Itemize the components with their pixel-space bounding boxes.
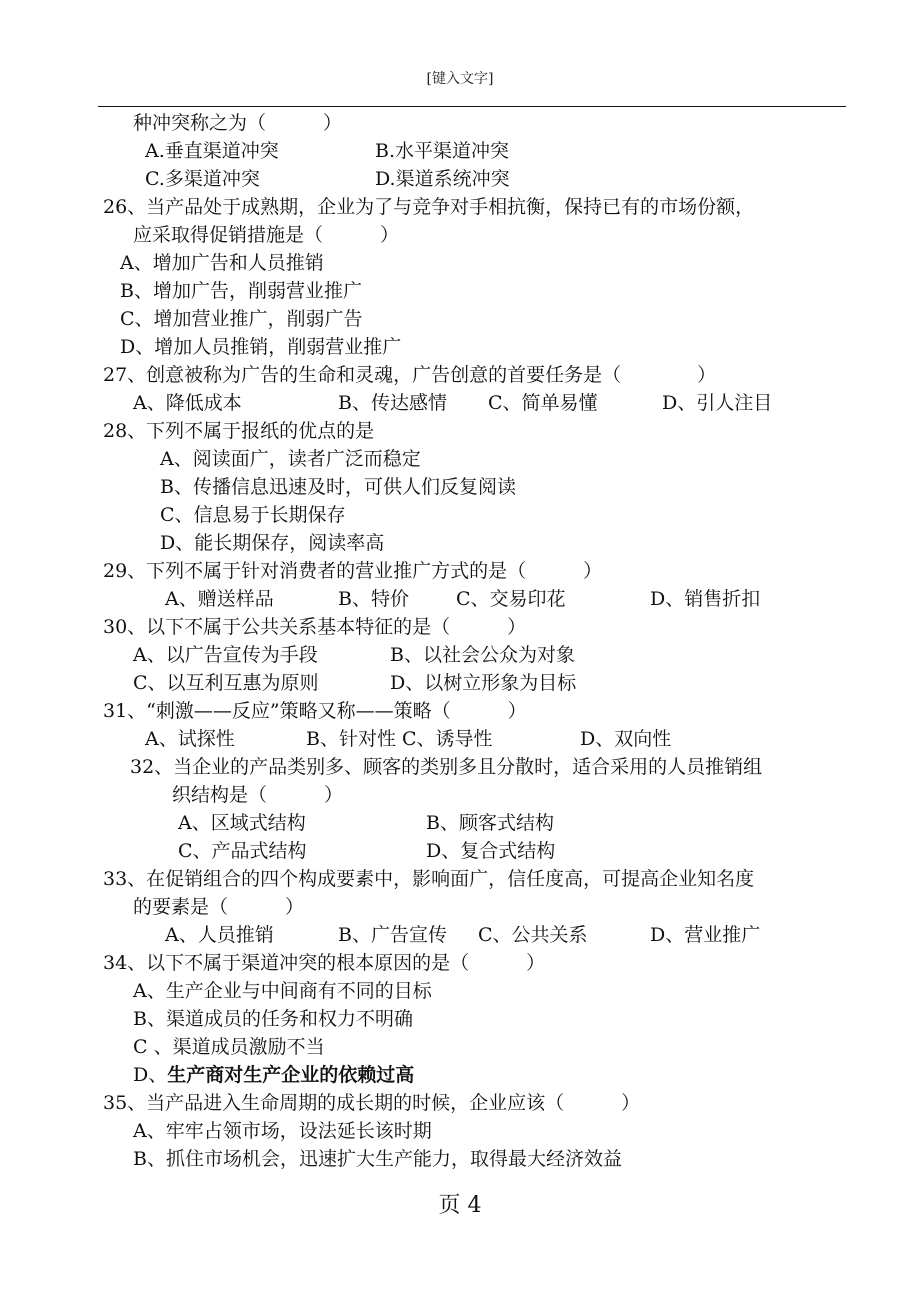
question-34: 34、以下不属于渠道冲突的根本原因的是（ ）: [103, 952, 546, 974]
question-29: 29、下列不属于针对消费者的营业推广方式的是（ ）: [103, 560, 603, 582]
option-c: C、信息易于长期保存: [160, 504, 346, 526]
option-a: A、牢牢占领市场，设法延长该时期: [133, 1120, 432, 1142]
option-d: D、双向性: [580, 728, 672, 750]
option-a: A、阅读面广，读者广泛而稳定: [160, 448, 421, 470]
option-a: A、试探性: [145, 728, 235, 750]
question-26-cont: 应采取得促销措施是（ ）: [133, 224, 400, 246]
option-a: A、区域式结构: [178, 812, 306, 834]
question-30: 30、以下不属于公共关系基本特征的是（ ）: [103, 616, 527, 638]
option-d: D、销售折扣: [650, 588, 761, 610]
question-31: 31、“刺激——反应”策略又称——策略（ ）: [103, 700, 527, 722]
option-b: B、增加广告，削弱营业推广: [120, 280, 362, 302]
option-d-bold-text: 生产商对生产企业的依赖过高: [167, 1064, 415, 1086]
option-b: B、顾客式结构: [426, 812, 554, 834]
option-d: D、引人注目: [662, 392, 773, 414]
page-header: [键入文字]: [426, 71, 494, 87]
question-35: 35、当产品进入生命周期的成长期的时候，企业应该（ ）: [103, 1092, 641, 1114]
option-c: C、公共关系: [478, 924, 588, 946]
option-b: B、传播信息迅速及时，可供人们反复阅读: [160, 476, 516, 498]
option-c: C 、渠道成员激励不当: [133, 1036, 325, 1058]
option-c: C、增加营业推广，削弱广告: [120, 308, 363, 330]
option-a: A、以广告宣传为手段: [133, 644, 318, 666]
question-33-cont: 的要素是（ ）: [133, 896, 305, 918]
question-32: 32、当企业的产品类别多、顾客的类别多且分散时，适合采用的人员推销组: [130, 756, 763, 778]
option-a: A、赠送样品: [165, 588, 274, 610]
option-c: C、简单易懂: [488, 392, 598, 414]
option-d: D、能长期保存，阅读率高: [160, 532, 385, 554]
option-c: C、产品式结构: [178, 840, 307, 862]
option-c: C、以互利互惠为原则: [133, 672, 319, 694]
option-b: B、传达感情: [338, 392, 447, 414]
option-b-c: B、针对性 C、诱导性: [306, 728, 493, 750]
question-32-cont: 织结构是（ ）: [172, 784, 344, 806]
question-33: 33、在促销组合的四个构成要素中，影响面广，信任度高，可提高企业知名度: [103, 868, 755, 890]
option-a: A、生产企业与中间商有不同的目标: [133, 980, 432, 1002]
option-d: D、以树立形象为目标: [390, 672, 577, 694]
option-d: [133, 1062, 414, 1088]
page-number: 页 4: [438, 1193, 482, 1218]
option-c: C、交易印花: [456, 588, 566, 610]
option-b: B、渠道成员的任务和权力不明确: [133, 1008, 413, 1030]
question-26: 26、当产品处于成熟期，企业为了与竞争对手相抗衡，保持已有的市场份额，: [103, 196, 755, 218]
option-d: D、增加人员推销，削弱营业推广: [120, 336, 402, 358]
question-28: 28、下列不属于报纸的优点的是: [103, 420, 375, 442]
option-d: D、营业推广: [650, 924, 761, 946]
option-a: A、增加广告和人员推销: [120, 252, 324, 274]
text-line: 种冲突称之为（ ）: [133, 112, 343, 134]
option-d-letter: D、: [133, 1064, 168, 1086]
option-d: D、复合式结构: [426, 840, 556, 862]
option-b: B、以社会公众为对象: [390, 644, 575, 666]
option-b: B、广告宣传: [338, 924, 447, 946]
option-d: D.渠道系统冲突: [375, 168, 510, 190]
option-a: A.垂直渠道冲突: [145, 140, 279, 162]
option-a: A、降低成本: [133, 392, 242, 414]
option-b: B.水平渠道冲突: [375, 140, 510, 162]
option-c: C.多渠道冲突: [145, 168, 260, 190]
header-rule: [98, 106, 846, 107]
option-a: A、人员推销: [165, 924, 274, 946]
option-b: B、抓住市场机会，迅速扩大生产能力，取得最大经济效益: [133, 1148, 622, 1170]
option-b: B、特价: [338, 588, 409, 610]
question-27: 27、创意被称为广告的生命和灵魂，广告创意的首要任务是（ ）: [103, 364, 717, 386]
